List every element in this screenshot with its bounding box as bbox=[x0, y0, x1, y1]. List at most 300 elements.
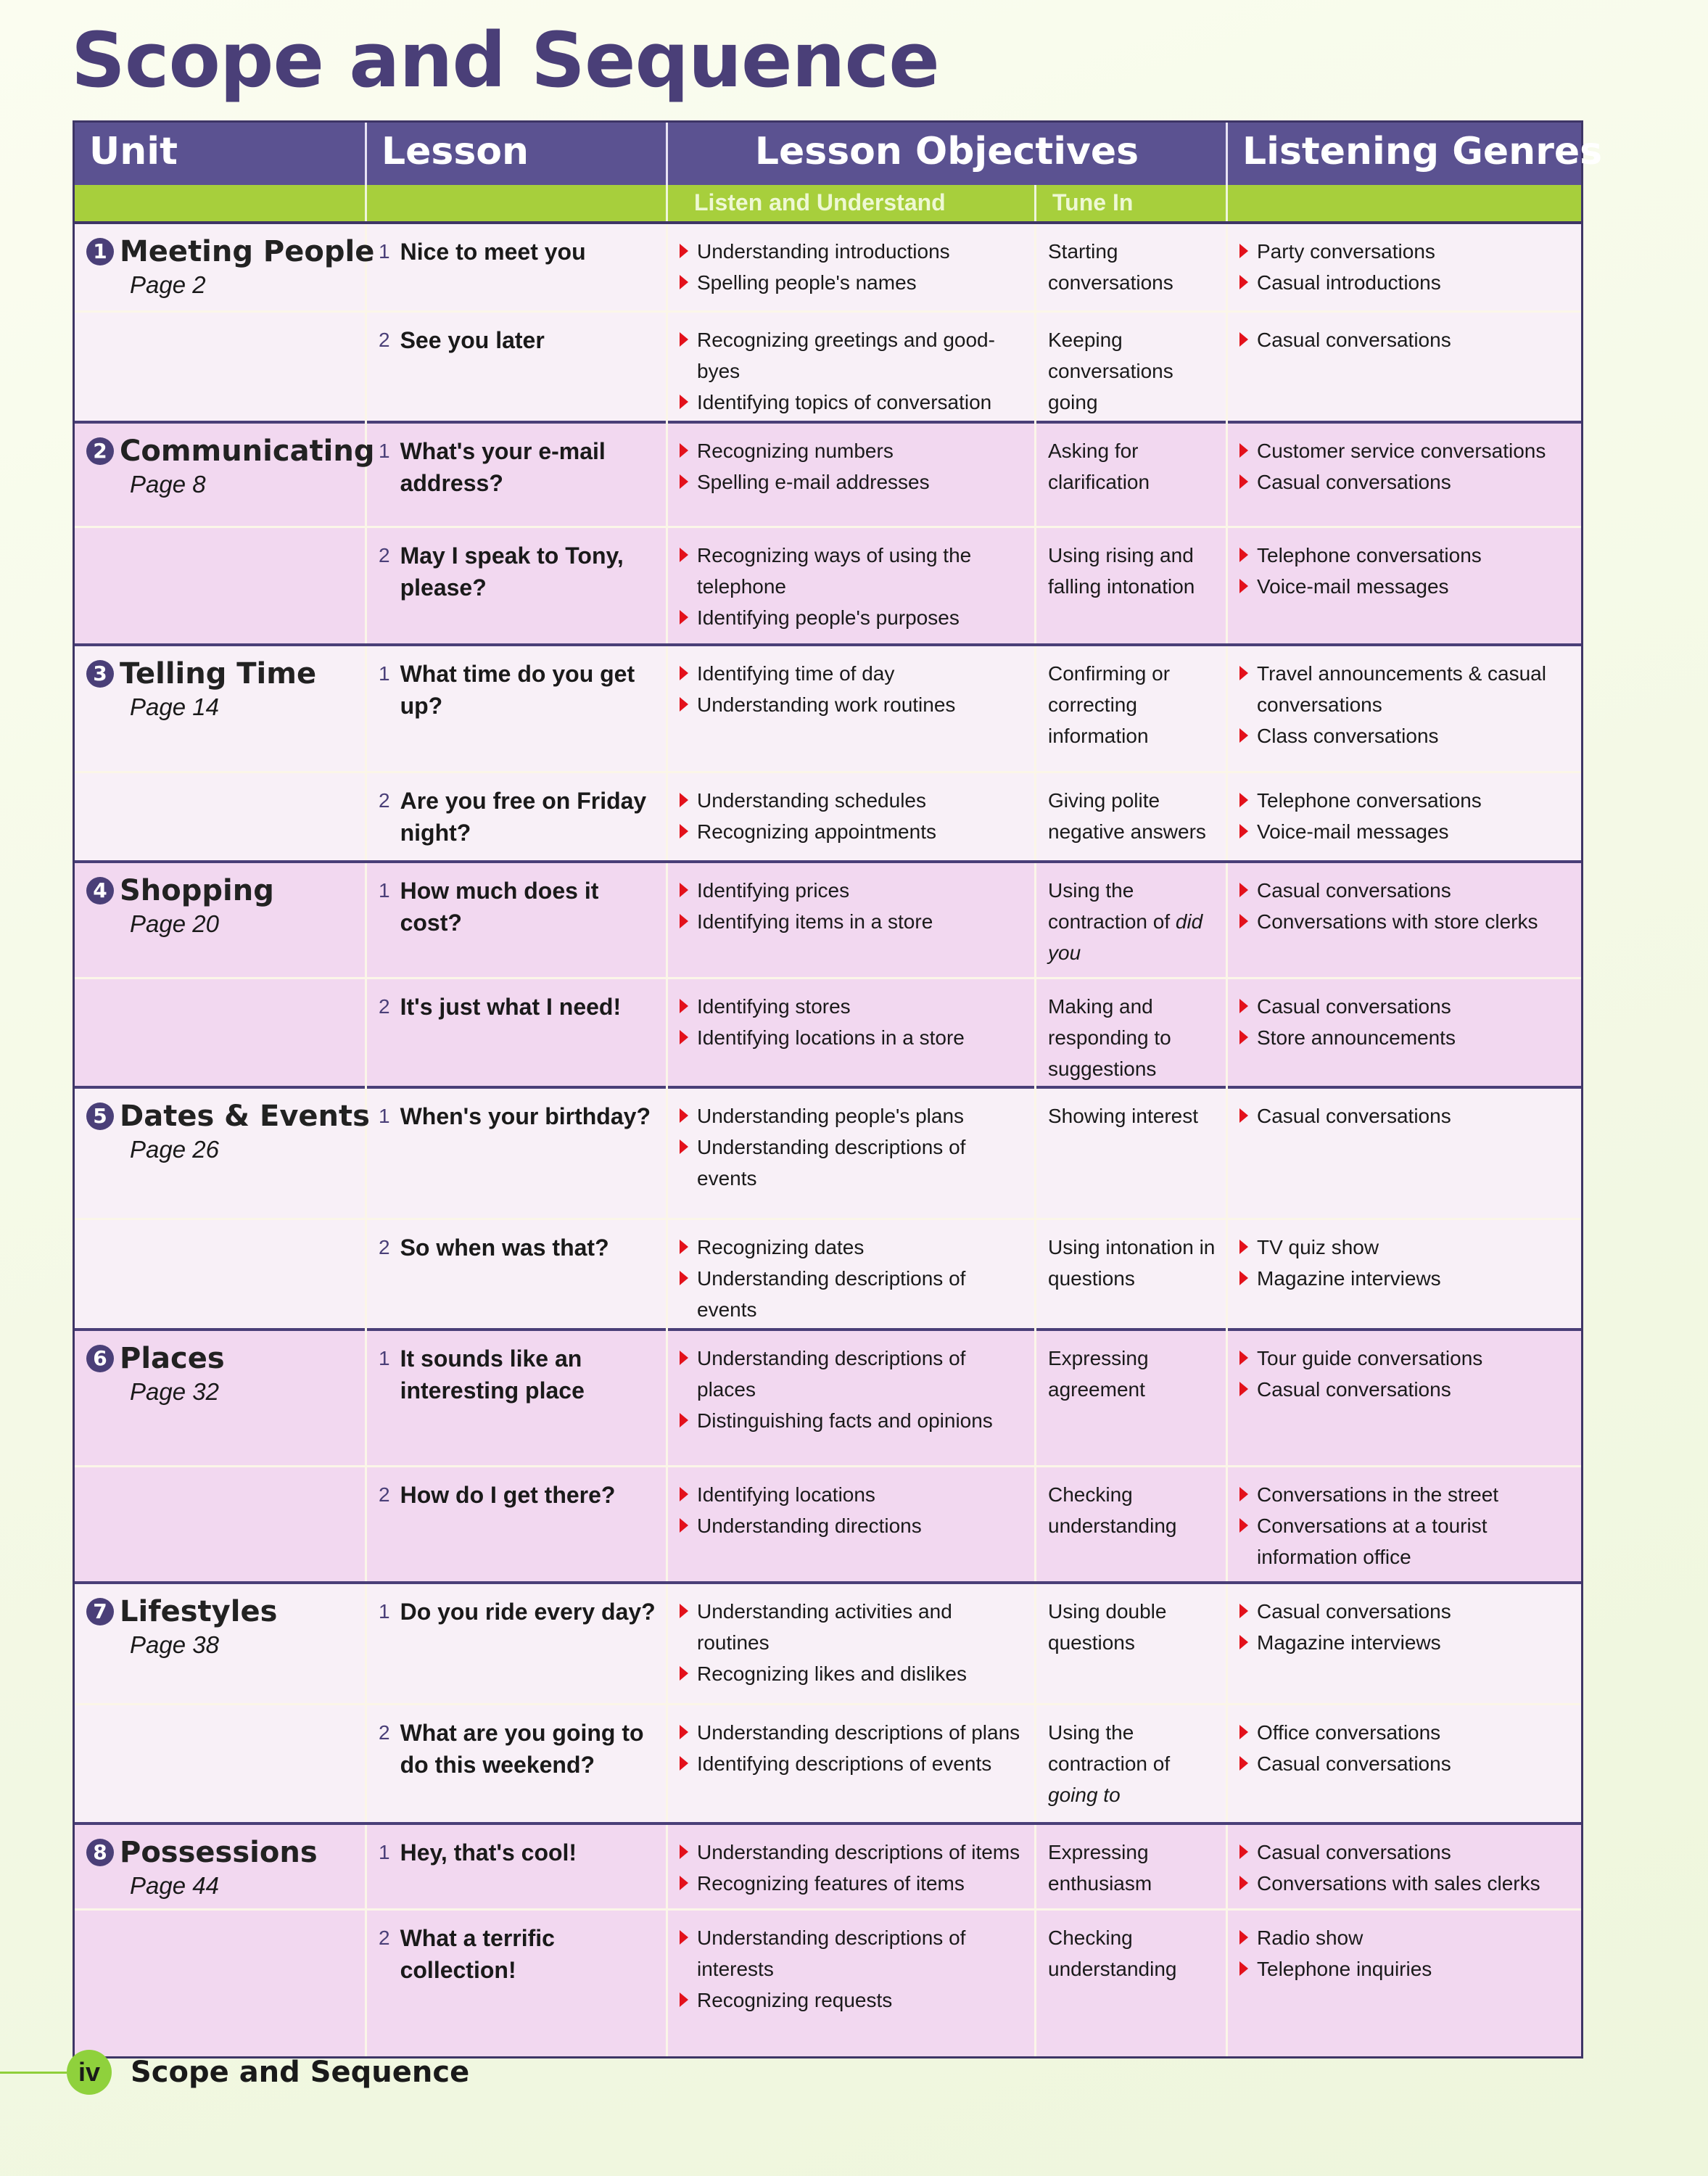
tune-in-text: Starting conversations bbox=[1048, 240, 1173, 294]
objective-text: Understanding descriptions of places bbox=[697, 1347, 966, 1401]
genre-item bbox=[1239, 1479, 1571, 1510]
genre-text: Party conversations bbox=[1257, 240, 1435, 263]
unit-title: Communicating bbox=[120, 434, 375, 468]
genres-cell bbox=[1228, 1584, 1581, 1703]
lesson-cell bbox=[367, 1467, 668, 1581]
header-objectives: Lesson Objectives bbox=[668, 123, 1228, 185]
lesson-title: Nice to meet you bbox=[400, 239, 586, 265]
objective-item bbox=[680, 236, 1024, 267]
objective-text: Understanding descriptions of interests bbox=[697, 1926, 966, 1980]
lesson-cell bbox=[367, 1911, 668, 2056]
objective-text: Recognizing requests bbox=[697, 1989, 893, 2011]
lesson-title: How do I get there? bbox=[400, 1482, 616, 1508]
genre-item bbox=[1239, 816, 1571, 847]
genre-item bbox=[1239, 466, 1571, 498]
genre-item bbox=[1239, 435, 1571, 466]
bullet-arrow-icon bbox=[680, 332, 688, 347]
bullet-arrow-icon bbox=[680, 883, 688, 897]
bullet-arrow-icon bbox=[1239, 914, 1248, 928]
unit-block bbox=[75, 646, 1581, 863]
table-row bbox=[75, 1089, 1581, 1220]
lesson-cell bbox=[367, 528, 668, 643]
bullet-arrow-icon bbox=[1239, 275, 1248, 289]
objective-text: Identifying stores bbox=[697, 995, 851, 1018]
objective-text: Recognizing ways of using the telephone bbox=[697, 544, 972, 598]
objectives-cell bbox=[668, 528, 1036, 643]
subheader-tune: Tune In bbox=[1036, 185, 1228, 221]
tune-in-text: Using rising and falling intonation bbox=[1048, 544, 1195, 598]
lesson-title-row bbox=[379, 785, 656, 849]
genre-text: Store announcements bbox=[1257, 1026, 1456, 1049]
tune-in-cell bbox=[1036, 646, 1228, 771]
objectives-cell bbox=[668, 1331, 1036, 1465]
lesson-title-row bbox=[379, 435, 656, 499]
objectives-cell bbox=[668, 979, 1036, 1092]
tune-in-cell bbox=[1036, 313, 1228, 425]
lesson-title: How much does it cost? bbox=[400, 878, 599, 936]
bullet-arrow-icon bbox=[1239, 579, 1248, 593]
unit-name bbox=[86, 658, 355, 690]
unit-name bbox=[86, 1837, 355, 1868]
bullet-arrow-icon bbox=[680, 1351, 688, 1365]
bullet-arrow-icon bbox=[1239, 1756, 1248, 1771]
objective-item bbox=[680, 1022, 1024, 1053]
genres-cell bbox=[1228, 224, 1581, 310]
unit-page: Page 2 bbox=[130, 271, 206, 298]
genre-text: Conversations at a tourist information office bbox=[1257, 1514, 1488, 1568]
table-row bbox=[75, 979, 1581, 1086]
objective-text: Identifying descriptions of events bbox=[697, 1752, 992, 1775]
bullet-arrow-icon bbox=[680, 1413, 688, 1427]
unit-name bbox=[86, 235, 375, 268]
table-row bbox=[75, 773, 1581, 860]
genres-cell bbox=[1228, 528, 1581, 643]
objectives-cell bbox=[668, 863, 1036, 977]
objectives-cell bbox=[668, 1089, 1036, 1218]
genre-text: Casual conversations bbox=[1257, 1378, 1451, 1401]
unit-cell bbox=[75, 1331, 367, 1465]
lesson-title-row bbox=[379, 991, 656, 1023]
lesson-cell bbox=[367, 1584, 668, 1703]
bullet-arrow-icon bbox=[680, 1604, 688, 1618]
unit-number-badge: 1 bbox=[86, 238, 114, 265]
genre-text: Conversations with store clerks bbox=[1257, 910, 1538, 933]
genre-item bbox=[1239, 1837, 1571, 1868]
scope-table bbox=[73, 120, 1603, 2058]
objective-text: Identifying locations in a store bbox=[697, 1026, 965, 1049]
genre-item bbox=[1239, 1748, 1571, 1779]
genre-text: Casual conversations bbox=[1257, 471, 1451, 493]
lesson-title: May I speak to Tony, please? bbox=[400, 543, 624, 601]
bullet-arrow-icon bbox=[1239, 244, 1248, 258]
objective-text: Understanding directions bbox=[697, 1514, 922, 1537]
objective-item bbox=[680, 875, 1024, 906]
genre-text: Class conversations bbox=[1257, 725, 1439, 747]
bullet-arrow-icon bbox=[680, 395, 688, 409]
subheader bbox=[75, 185, 1581, 224]
lesson-cell bbox=[367, 1705, 668, 1822]
lesson-title-row bbox=[379, 1343, 656, 1406]
lesson-title-row bbox=[379, 1717, 656, 1781]
lesson-cell bbox=[367, 424, 668, 526]
unit-name bbox=[86, 434, 375, 468]
objective-text: Understanding descriptions of events bbox=[697, 1136, 966, 1190]
lesson-number: 1 bbox=[379, 662, 390, 685]
lesson-number: 1 bbox=[379, 1600, 390, 1623]
objective-item bbox=[680, 1922, 1024, 1985]
tune-in-text: Giving polite negative answers bbox=[1048, 789, 1206, 843]
unit-title: Meeting People bbox=[120, 235, 375, 268]
tune-in-text: Using intonation in questions bbox=[1048, 1236, 1216, 1290]
unit-title: Dates & Events bbox=[120, 1100, 370, 1133]
table-row bbox=[75, 528, 1581, 643]
unit-cell bbox=[75, 1584, 367, 1703]
tune-in-text: Using the contraction of bbox=[1048, 1721, 1171, 1775]
lesson-cell bbox=[367, 646, 668, 771]
lesson-title: It sounds like an interesting place bbox=[400, 1345, 585, 1404]
bullet-arrow-icon bbox=[680, 1139, 688, 1154]
unit-page: Page 14 bbox=[130, 693, 219, 720]
objective-text: Recognizing greetings and good-byes bbox=[697, 329, 995, 382]
objective-item bbox=[680, 540, 1024, 602]
objectives-cell bbox=[668, 313, 1036, 425]
tune-in-text: Keeping conversations going bbox=[1048, 329, 1173, 413]
objective-item bbox=[680, 1717, 1024, 1748]
genres-cell bbox=[1228, 1089, 1581, 1218]
tune-in-text: Asking for clarification bbox=[1048, 440, 1150, 493]
bullet-arrow-icon bbox=[1239, 883, 1248, 897]
lesson-title: It's just what I need! bbox=[400, 994, 622, 1020]
lesson-title-row bbox=[379, 1479, 656, 1511]
tune-in-italic: going to bbox=[1048, 1784, 1121, 1806]
genre-item bbox=[1239, 785, 1571, 816]
bullet-arrow-icon bbox=[680, 610, 688, 625]
genre-text: Customer service conversations bbox=[1257, 440, 1546, 462]
lesson-number: 1 bbox=[379, 1841, 390, 1863]
table-body bbox=[75, 224, 1581, 2056]
bullet-arrow-icon bbox=[680, 914, 688, 928]
lesson-cell bbox=[367, 224, 668, 310]
genre-text: Telephone inquiries bbox=[1257, 1958, 1432, 1980]
unit-name bbox=[86, 1596, 355, 1628]
bullet-arrow-icon bbox=[1239, 1725, 1248, 1739]
bullet-arrow-icon bbox=[680, 244, 688, 258]
bullet-arrow-icon bbox=[1239, 666, 1248, 680]
unit-title: Possessions bbox=[120, 1836, 318, 1869]
genre-text: TV quiz show bbox=[1257, 1236, 1379, 1258]
tune-in-text: Expressing enthusiasm bbox=[1048, 1841, 1152, 1895]
objective-item bbox=[680, 1985, 1024, 2016]
tune-in-cell bbox=[1036, 979, 1228, 1092]
genre-text: Travel announcements & casual conversations bbox=[1257, 662, 1546, 716]
objective-item bbox=[680, 689, 1024, 720]
subheader-blank bbox=[75, 185, 367, 221]
objective-text: Spelling e-mail addresses bbox=[697, 471, 930, 493]
unit-block bbox=[75, 424, 1581, 646]
genre-item bbox=[1239, 1263, 1571, 1294]
genre-item bbox=[1239, 1627, 1571, 1658]
objective-item bbox=[680, 1596, 1024, 1658]
genres-cell bbox=[1228, 1467, 1581, 1581]
objectives-cell bbox=[668, 224, 1036, 310]
tune-in-text: Checking understanding bbox=[1048, 1483, 1177, 1537]
unit-page: Page 44 bbox=[130, 1872, 219, 1899]
table-row bbox=[75, 1705, 1581, 1822]
objective-text: Understanding descriptions of plans bbox=[697, 1721, 1020, 1744]
unit-number-badge: 4 bbox=[86, 877, 114, 904]
bullet-arrow-icon bbox=[1239, 793, 1248, 807]
lesson-title-row bbox=[379, 324, 656, 356]
lesson-title-row bbox=[379, 1232, 656, 1264]
lesson-title-row bbox=[379, 1922, 656, 1986]
unit-cell bbox=[75, 1467, 367, 1581]
unit-title: Telling Time bbox=[120, 657, 317, 691]
unit-number-badge: 7 bbox=[86, 1598, 114, 1625]
tune-in-cell bbox=[1036, 424, 1228, 526]
genre-item bbox=[1239, 267, 1571, 298]
objective-item bbox=[680, 1100, 1024, 1132]
genres-cell bbox=[1228, 1220, 1581, 1332]
tune-in-cell bbox=[1036, 1705, 1228, 1822]
bullet-arrow-icon bbox=[680, 443, 688, 458]
bullet-arrow-icon bbox=[1239, 1382, 1248, 1396]
objective-item bbox=[680, 1510, 1024, 1541]
page-title: Scope and Sequence bbox=[71, 16, 939, 104]
objective-text: Identifying prices bbox=[697, 879, 850, 902]
bullet-arrow-icon bbox=[1239, 1845, 1248, 1859]
bullet-arrow-icon bbox=[680, 1725, 688, 1739]
lesson-number: 2 bbox=[379, 329, 390, 351]
bullet-arrow-icon bbox=[680, 1487, 688, 1501]
objective-item bbox=[680, 602, 1024, 633]
genres-cell bbox=[1228, 1705, 1581, 1822]
tune-in-text: Making and responding to suggestions bbox=[1048, 995, 1171, 1080]
objective-text: Recognizing appointments bbox=[697, 820, 936, 843]
lesson-number: 2 bbox=[379, 789, 390, 812]
unit-title: Places bbox=[120, 1342, 225, 1375]
genre-item bbox=[1239, 1100, 1571, 1132]
lesson-cell bbox=[367, 1220, 668, 1332]
genres-cell bbox=[1228, 1911, 1581, 2056]
objective-item bbox=[680, 1132, 1024, 1194]
objectives-cell bbox=[668, 424, 1036, 526]
lesson-number: 2 bbox=[379, 995, 390, 1018]
objective-text: Identifying people's purposes bbox=[697, 606, 960, 629]
genre-item bbox=[1239, 1343, 1571, 1374]
lesson-title-row bbox=[379, 875, 656, 939]
lesson-title-row bbox=[379, 658, 656, 722]
bullet-arrow-icon bbox=[680, 1876, 688, 1890]
lesson-title-row bbox=[379, 540, 656, 603]
unit-cell bbox=[75, 1825, 367, 1911]
tune-in-cell bbox=[1036, 1911, 1228, 2056]
bullet-arrow-icon bbox=[680, 275, 688, 289]
genre-item bbox=[1239, 1510, 1571, 1573]
objective-item bbox=[680, 1837, 1024, 1868]
objective-item bbox=[680, 785, 1024, 816]
objective-text: Spelling people's names bbox=[697, 271, 917, 294]
bullet-arrow-icon bbox=[680, 697, 688, 712]
genre-text: Voice-mail messages bbox=[1257, 820, 1449, 843]
unit-block bbox=[75, 224, 1581, 424]
objective-text: Identifying topics of conversation bbox=[697, 391, 992, 413]
objectives-cell bbox=[668, 1911, 1036, 2056]
lesson-number: 1 bbox=[379, 1347, 390, 1369]
bullet-arrow-icon bbox=[680, 1930, 688, 1945]
table-header bbox=[75, 123, 1603, 185]
tune-in-text: Checking understanding bbox=[1048, 1926, 1177, 1980]
table-row bbox=[75, 313, 1581, 421]
lesson-title-row bbox=[379, 1596, 656, 1628]
bullet-arrow-icon bbox=[1239, 824, 1248, 838]
objective-text: Recognizing numbers bbox=[697, 440, 894, 462]
unit-cell bbox=[75, 313, 367, 425]
unit-cell bbox=[75, 773, 367, 860]
genre-text: Casual conversations bbox=[1257, 1105, 1451, 1127]
tune-in-text: Expressing agreement bbox=[1048, 1347, 1149, 1401]
genre-item bbox=[1239, 324, 1571, 355]
tune-in-text: Confirming or correcting information bbox=[1048, 662, 1171, 747]
objective-item bbox=[680, 906, 1024, 937]
lesson-number: 2 bbox=[379, 1483, 390, 1506]
objective-text: Understanding descriptions of events bbox=[697, 1267, 966, 1321]
lesson-title: Hey, that's cool! bbox=[400, 1839, 577, 1866]
unit-page: Page 38 bbox=[130, 1631, 219, 1658]
unit-name bbox=[86, 1100, 370, 1133]
objectives-cell bbox=[668, 1220, 1036, 1332]
table-row bbox=[75, 424, 1581, 528]
bullet-arrow-icon bbox=[1239, 1518, 1248, 1533]
unit-page: Page 20 bbox=[130, 910, 219, 937]
lesson-title: What's your e-mail address? bbox=[400, 438, 606, 496]
objectives-cell bbox=[668, 1467, 1036, 1581]
genre-item bbox=[1239, 1022, 1571, 1053]
unit-cell bbox=[75, 646, 367, 771]
genre-item bbox=[1239, 1922, 1571, 1953]
bullet-arrow-icon bbox=[680, 824, 688, 838]
unit-cell bbox=[75, 528, 367, 643]
objectives-cell bbox=[668, 1825, 1036, 1911]
unit-cell bbox=[75, 224, 375, 310]
genres-cell bbox=[1228, 424, 1581, 526]
genre-text: Magazine interviews bbox=[1257, 1631, 1441, 1654]
objective-text: Identifying locations bbox=[697, 1483, 875, 1506]
unit-cell bbox=[75, 863, 367, 977]
unit-block bbox=[75, 1331, 1581, 1584]
objective-text: Identifying time of day bbox=[697, 662, 895, 685]
bullet-arrow-icon bbox=[680, 1271, 688, 1285]
tune-in-cell bbox=[1036, 1089, 1228, 1218]
genre-item bbox=[1239, 991, 1571, 1022]
genre-text: Casual conversations bbox=[1257, 329, 1451, 351]
objective-item bbox=[680, 1405, 1024, 1436]
bullet-arrow-icon bbox=[1239, 1487, 1248, 1501]
table-row bbox=[75, 863, 1581, 979]
bullet-arrow-icon bbox=[680, 793, 688, 807]
tune-in-italic: did you bbox=[1048, 910, 1203, 964]
subheader-listen: Listen and Understand bbox=[668, 185, 1036, 221]
tune-in-text: Using the contraction of bbox=[1048, 879, 1171, 933]
lesson-title: When's your birthday? bbox=[400, 1103, 651, 1129]
unit-number-badge: 3 bbox=[86, 660, 114, 688]
genre-text: Casual conversations bbox=[1257, 1752, 1451, 1775]
genre-item bbox=[1239, 1953, 1571, 1985]
lesson-number: 2 bbox=[379, 544, 390, 566]
genre-item bbox=[1239, 658, 1571, 720]
bullet-arrow-icon bbox=[680, 1756, 688, 1771]
objectives-cell bbox=[668, 773, 1036, 860]
genre-text: Casual conversations bbox=[1257, 1600, 1451, 1623]
objective-item bbox=[680, 1232, 1024, 1263]
bullet-arrow-icon bbox=[680, 1108, 688, 1123]
lesson-title: What are you going to do this weekend? bbox=[400, 1720, 644, 1778]
unit-number-badge: 6 bbox=[86, 1345, 114, 1372]
lesson-cell bbox=[367, 1331, 668, 1465]
bullet-arrow-icon bbox=[1239, 1635, 1248, 1649]
unit-title: Shopping bbox=[120, 874, 274, 907]
bullet-arrow-icon bbox=[680, 1518, 688, 1533]
tune-in-cell bbox=[1036, 1220, 1228, 1332]
lesson-cell bbox=[367, 313, 668, 425]
genre-item bbox=[1239, 906, 1571, 937]
bullet-arrow-icon bbox=[680, 1992, 688, 2007]
genre-text: Conversations in the street bbox=[1257, 1483, 1499, 1506]
tune-in-cell bbox=[1036, 1467, 1228, 1581]
unit-name bbox=[86, 875, 355, 907]
genre-item bbox=[1239, 875, 1571, 906]
objective-item bbox=[680, 466, 1024, 498]
bullet-arrow-icon bbox=[680, 1845, 688, 1859]
objective-text: Understanding work routines bbox=[697, 693, 956, 716]
lesson-number: 2 bbox=[379, 1236, 390, 1258]
bullet-arrow-icon bbox=[680, 1030, 688, 1044]
table-row bbox=[75, 1584, 1581, 1705]
subheader-blank bbox=[367, 185, 668, 221]
objective-text: Understanding introductions bbox=[697, 240, 950, 263]
genre-item bbox=[1239, 1717, 1571, 1748]
objective-item bbox=[680, 658, 1024, 689]
objective-item bbox=[680, 991, 1024, 1022]
genre-text: Telephone conversations bbox=[1257, 544, 1482, 566]
lesson-cell bbox=[367, 863, 668, 977]
bullet-arrow-icon bbox=[1239, 1030, 1248, 1044]
lesson-cell bbox=[367, 1825, 668, 1911]
page-number: iv bbox=[67, 2050, 112, 2095]
genre-text: Conversations with sales clerks bbox=[1257, 1872, 1540, 1895]
bullet-arrow-icon bbox=[1239, 474, 1248, 489]
footer bbox=[0, 2050, 469, 2095]
bullet-arrow-icon bbox=[1239, 1961, 1248, 1976]
bullet-arrow-icon bbox=[680, 548, 688, 562]
lesson-number: 1 bbox=[379, 879, 390, 902]
objective-item bbox=[680, 1479, 1024, 1510]
tune-in-cell bbox=[1036, 773, 1228, 860]
bullet-arrow-icon bbox=[1239, 332, 1248, 347]
genre-text: Voice-mail messages bbox=[1257, 575, 1449, 598]
unit-cell bbox=[75, 1911, 367, 2056]
bullet-arrow-icon bbox=[1239, 728, 1248, 743]
lesson-cell bbox=[367, 1089, 668, 1218]
unit-number-badge: 2 bbox=[86, 437, 114, 465]
objective-text: Recognizing dates bbox=[697, 1236, 865, 1258]
objective-item bbox=[680, 816, 1024, 847]
genres-cell bbox=[1228, 1825, 1581, 1911]
footer-title: Scope and Sequence bbox=[131, 2056, 470, 2089]
objectives-cell bbox=[668, 646, 1036, 771]
unit-title: Lifestyles bbox=[120, 1595, 278, 1628]
bullet-arrow-icon bbox=[1239, 1351, 1248, 1365]
objective-text: Understanding people's plans bbox=[697, 1105, 965, 1127]
